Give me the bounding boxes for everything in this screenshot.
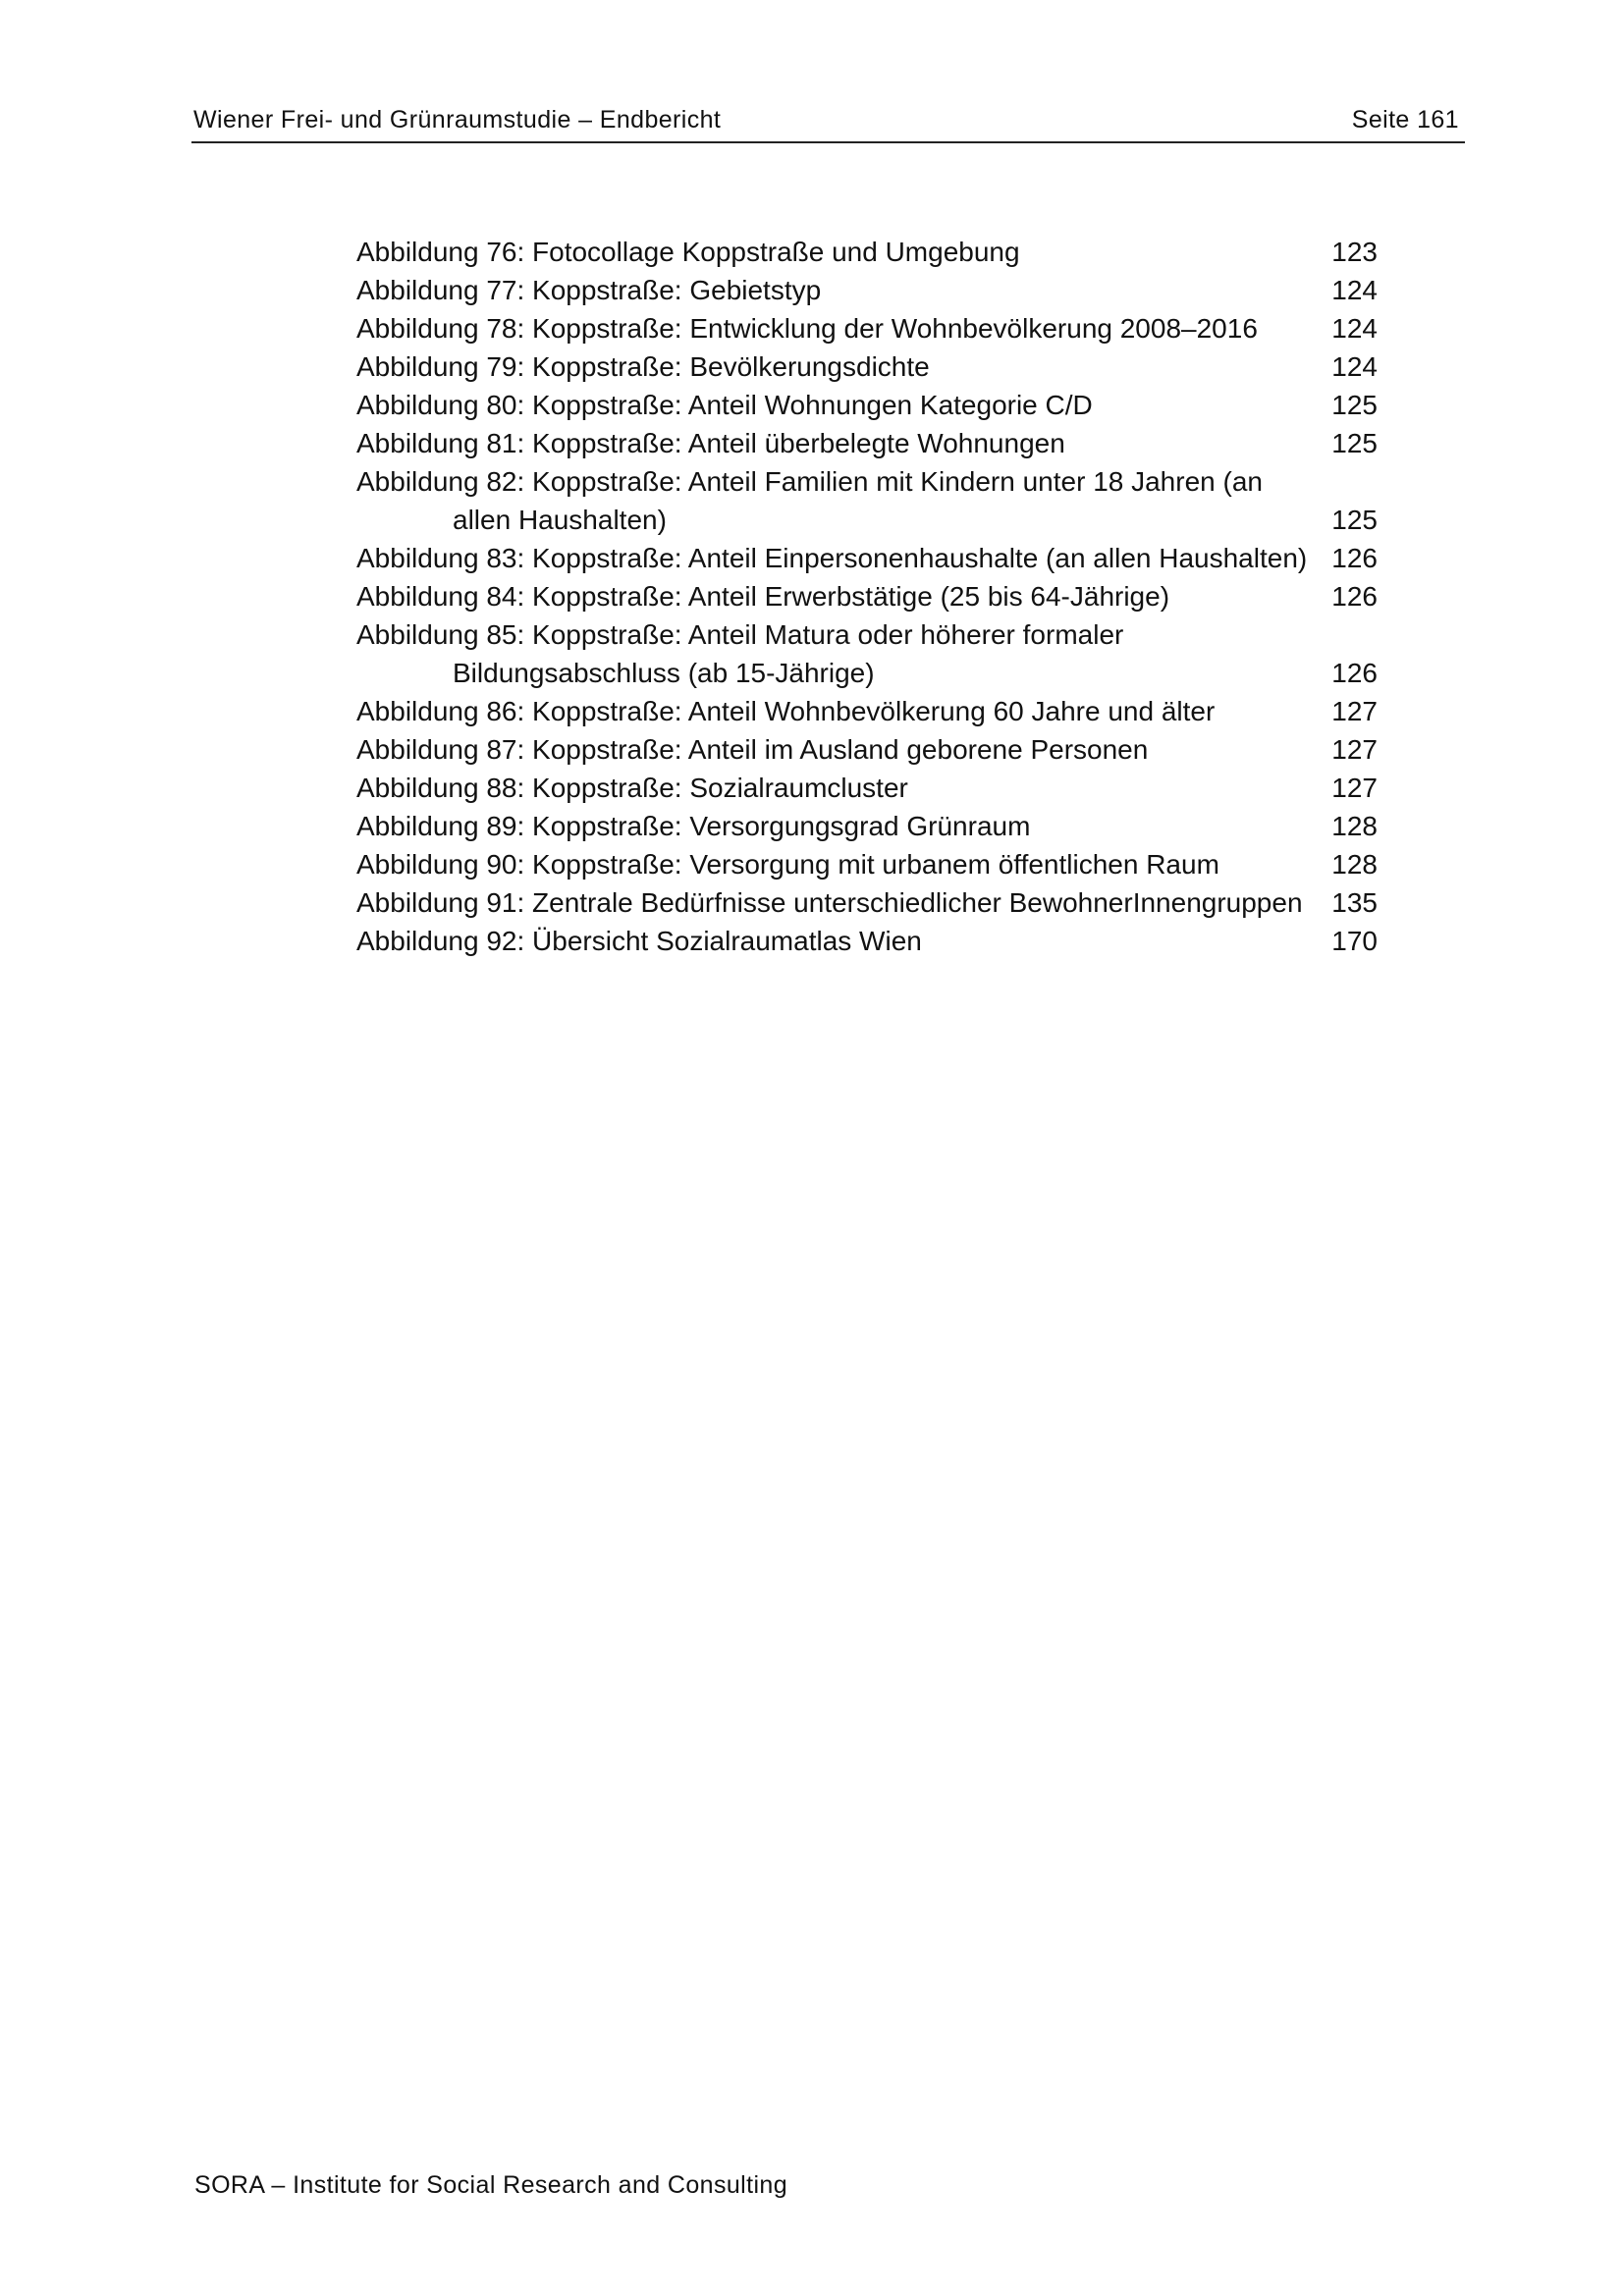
figure-entry[interactable]	[356, 922, 1378, 960]
figure-page-number: 126	[1331, 658, 1378, 688]
figure-page-number: 125	[1331, 390, 1378, 420]
figure-page-number: 126	[1331, 543, 1378, 573]
figure-entry[interactable]	[356, 769, 1378, 807]
figure-page-number: 128	[1331, 849, 1378, 880]
figure-label: Abbildung 91: Zentrale Bedürfnisse unterschiedlicher BewohnerInnengruppen	[356, 887, 1303, 918]
figure-entry[interactable]	[356, 424, 1378, 462]
figure-label: Abbildung 88: Koppstraße: Sozialraumcluster	[356, 773, 908, 803]
figure-entry[interactable]	[356, 462, 1378, 539]
figure-entry[interactable]	[356, 577, 1378, 615]
page-footer	[194, 2167, 787, 2203]
figure-page-number: 135	[1331, 887, 1378, 918]
footer-text: SORA – Institute for Social Research and Consulting	[194, 2171, 788, 2199]
list-of-figures	[356, 233, 1378, 960]
figure-page-number: 124	[1331, 275, 1378, 305]
figure-page-number: 128	[1331, 811, 1378, 841]
figure-label: Abbildung 81: Koppstraße: Anteil überbelegte Wohnungen	[356, 428, 1065, 458]
figure-label: Abbildung 89: Koppstraße: Versorgungsgrad Grünraum	[356, 811, 1031, 841]
figure-page-number: 127	[1331, 734, 1378, 765]
figure-label: Abbildung 87: Koppstraße: Anteil im Ausland geborene Personen	[356, 734, 1149, 765]
figure-label: Abbildung 78: Koppstraße: Entwicklung der Wohnbevölkerung 2008–2016	[356, 313, 1258, 344]
figure-label: Abbildung 79: Koppstraße: Bevölkerungsdichte	[356, 351, 930, 382]
figure-page-number: 127	[1331, 696, 1378, 726]
figure-label: Abbildung 76: Fotocollage Koppstraße und Umgebung	[356, 237, 1020, 267]
figure-page-number: 125	[1331, 505, 1378, 535]
figure-entry[interactable]	[356, 386, 1378, 424]
figure-entry[interactable]	[356, 845, 1378, 883]
figure-entry[interactable]	[356, 347, 1378, 386]
figure-label: Abbildung 82: Koppstraße: Anteil Familien mit Kindern unter 18 Jahren (an allen Haushalten)	[356, 466, 1263, 535]
figure-label: Abbildung 90: Koppstraße: Versorgung mit urbanem öffentlichen Raum	[356, 849, 1219, 880]
figure-page-number: 170	[1331, 926, 1378, 956]
figure-label: Abbildung 85: Koppstraße: Anteil Matura oder höherer formaler Bildungsabschluss (ab 15-Jährige)	[356, 619, 1124, 688]
page-number: Seite 161	[1351, 106, 1459, 133]
figure-page-number: 125	[1331, 428, 1378, 458]
figure-entry[interactable]	[356, 883, 1378, 922]
figure-entry[interactable]	[356, 271, 1378, 309]
page-header	[191, 102, 1465, 143]
figure-entry[interactable]	[356, 309, 1378, 347]
figure-label: Abbildung 92: Übersicht Sozialraumatlas Wien	[356, 926, 922, 956]
figure-label: Abbildung 83: Koppstraße: Anteil Einpersonenhaushalte (an allen Haushalten)	[356, 543, 1308, 573]
figure-label: Abbildung 80: Koppstraße: Anteil Wohnungen Kategorie C/D	[356, 390, 1093, 420]
figure-entry[interactable]	[356, 615, 1378, 692]
figure-entry[interactable]	[356, 807, 1378, 845]
figure-entry[interactable]	[356, 233, 1378, 271]
document-title: Wiener Frei- und Grünraumstudie – Endbericht	[193, 106, 722, 133]
figure-entry[interactable]	[356, 730, 1378, 769]
figure-page-number: 126	[1331, 581, 1378, 612]
figure-label: Abbildung 86: Koppstraße: Anteil Wohnbevölkerung 60 Jahre und älter	[356, 696, 1216, 726]
figure-page-number: 123	[1331, 237, 1378, 267]
figure-page-number: 124	[1331, 313, 1378, 344]
figure-page-number: 124	[1331, 351, 1378, 382]
figure-label: Abbildung 77: Koppstraße: Gebietstyp	[356, 275, 822, 305]
figure-entry[interactable]	[356, 539, 1378, 577]
figure-page-number: 127	[1331, 773, 1378, 803]
figure-entry[interactable]	[356, 692, 1378, 730]
figure-label: Abbildung 84: Koppstraße: Anteil Erwerbstätige (25 bis 64-Jährige)	[356, 581, 1170, 612]
